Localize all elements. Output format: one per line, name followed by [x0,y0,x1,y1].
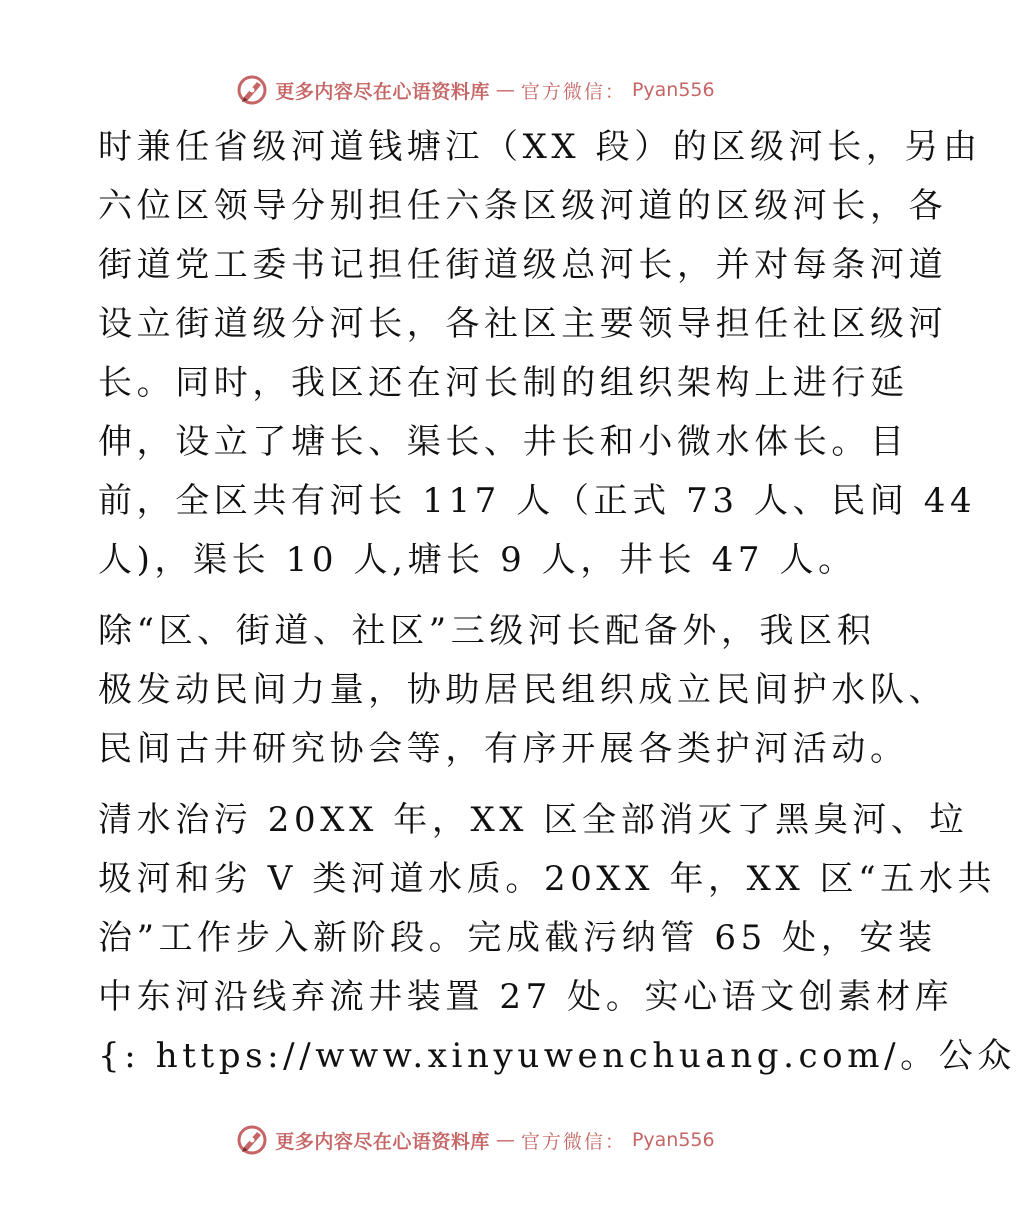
pen-logo-icon [235,1123,269,1157]
paragraph-2 [98,602,948,779]
banner-site-text: 更多内容尽在心语资料库 [275,1130,490,1153]
text-line: 除“区、街道、社区”三级河长配备外，我区积 [98,611,876,651]
text-line: 治”工作步入新阶段。完成截污纳管 65 处，安装 [98,918,937,958]
text-line: 长。同时，我区还在河长制的组织架构上进行延 [98,363,909,403]
text-line: 时兼任省级河道钱塘江（XX 段）的区级河长，另由 [98,127,982,167]
banner-separator: — [495,1129,515,1151]
text-line: 民间古井研究协会等，有序开展各类护河活动。 [98,729,909,769]
paragraph-3 [98,791,1016,1086]
footer-banner [0,1120,950,1160]
text-line: 人)，渠长 10 人,塘长 9 人，井长 47 人。 [98,540,857,580]
text-line: 前，全区共有河长 117 人（正式 73 人、民间 44 [98,481,977,521]
text-line: 六位区领导分别担任六条区级河道的区级河长，各 [98,186,948,226]
text-line: 极发动民间力量，协助居民组织成立民间护水队、 [98,670,948,710]
text-line: 设立街道级分河长，各社区主要领导担任社区级河 [98,304,948,344]
header-banner [0,70,950,110]
banner-wechat-id: Pyan556 [631,79,715,101]
paragraph-gap [98,590,858,602]
text-line: {: https://www.xinyuwenchuang.com/。公众 [98,1036,1016,1076]
text-line: 圾河和劣 V 类河道水质。20XX 年，XX 区“五水共 [98,859,997,899]
banner-wechat-label: 官方微信： [520,80,626,103]
text-line: 伸，设立了塘长、渠长、井长和小微水体长。目 [98,422,909,462]
pen-logo-icon [235,73,269,107]
banner-separator: — [495,79,515,101]
text-line: 中东河沿线弃流井装置 27 处。实心语文创素材库 [98,977,954,1017]
text-line: 清水治污 20XX 年，XX 区全部消灭了黑臭河、垃 [98,800,969,840]
banner-wechat-id: Pyan556 [631,1129,715,1151]
banner-site-text: 更多内容尽在心语资料库 [275,80,490,103]
banner-wechat-label: 官方微信： [520,1130,626,1153]
text-line: 街道党工委书记担任街道级总河长，并对每条河道 [98,245,948,285]
paragraph-gap [98,779,858,791]
document-body [98,118,1016,1086]
paragraph-1 [98,118,982,590]
